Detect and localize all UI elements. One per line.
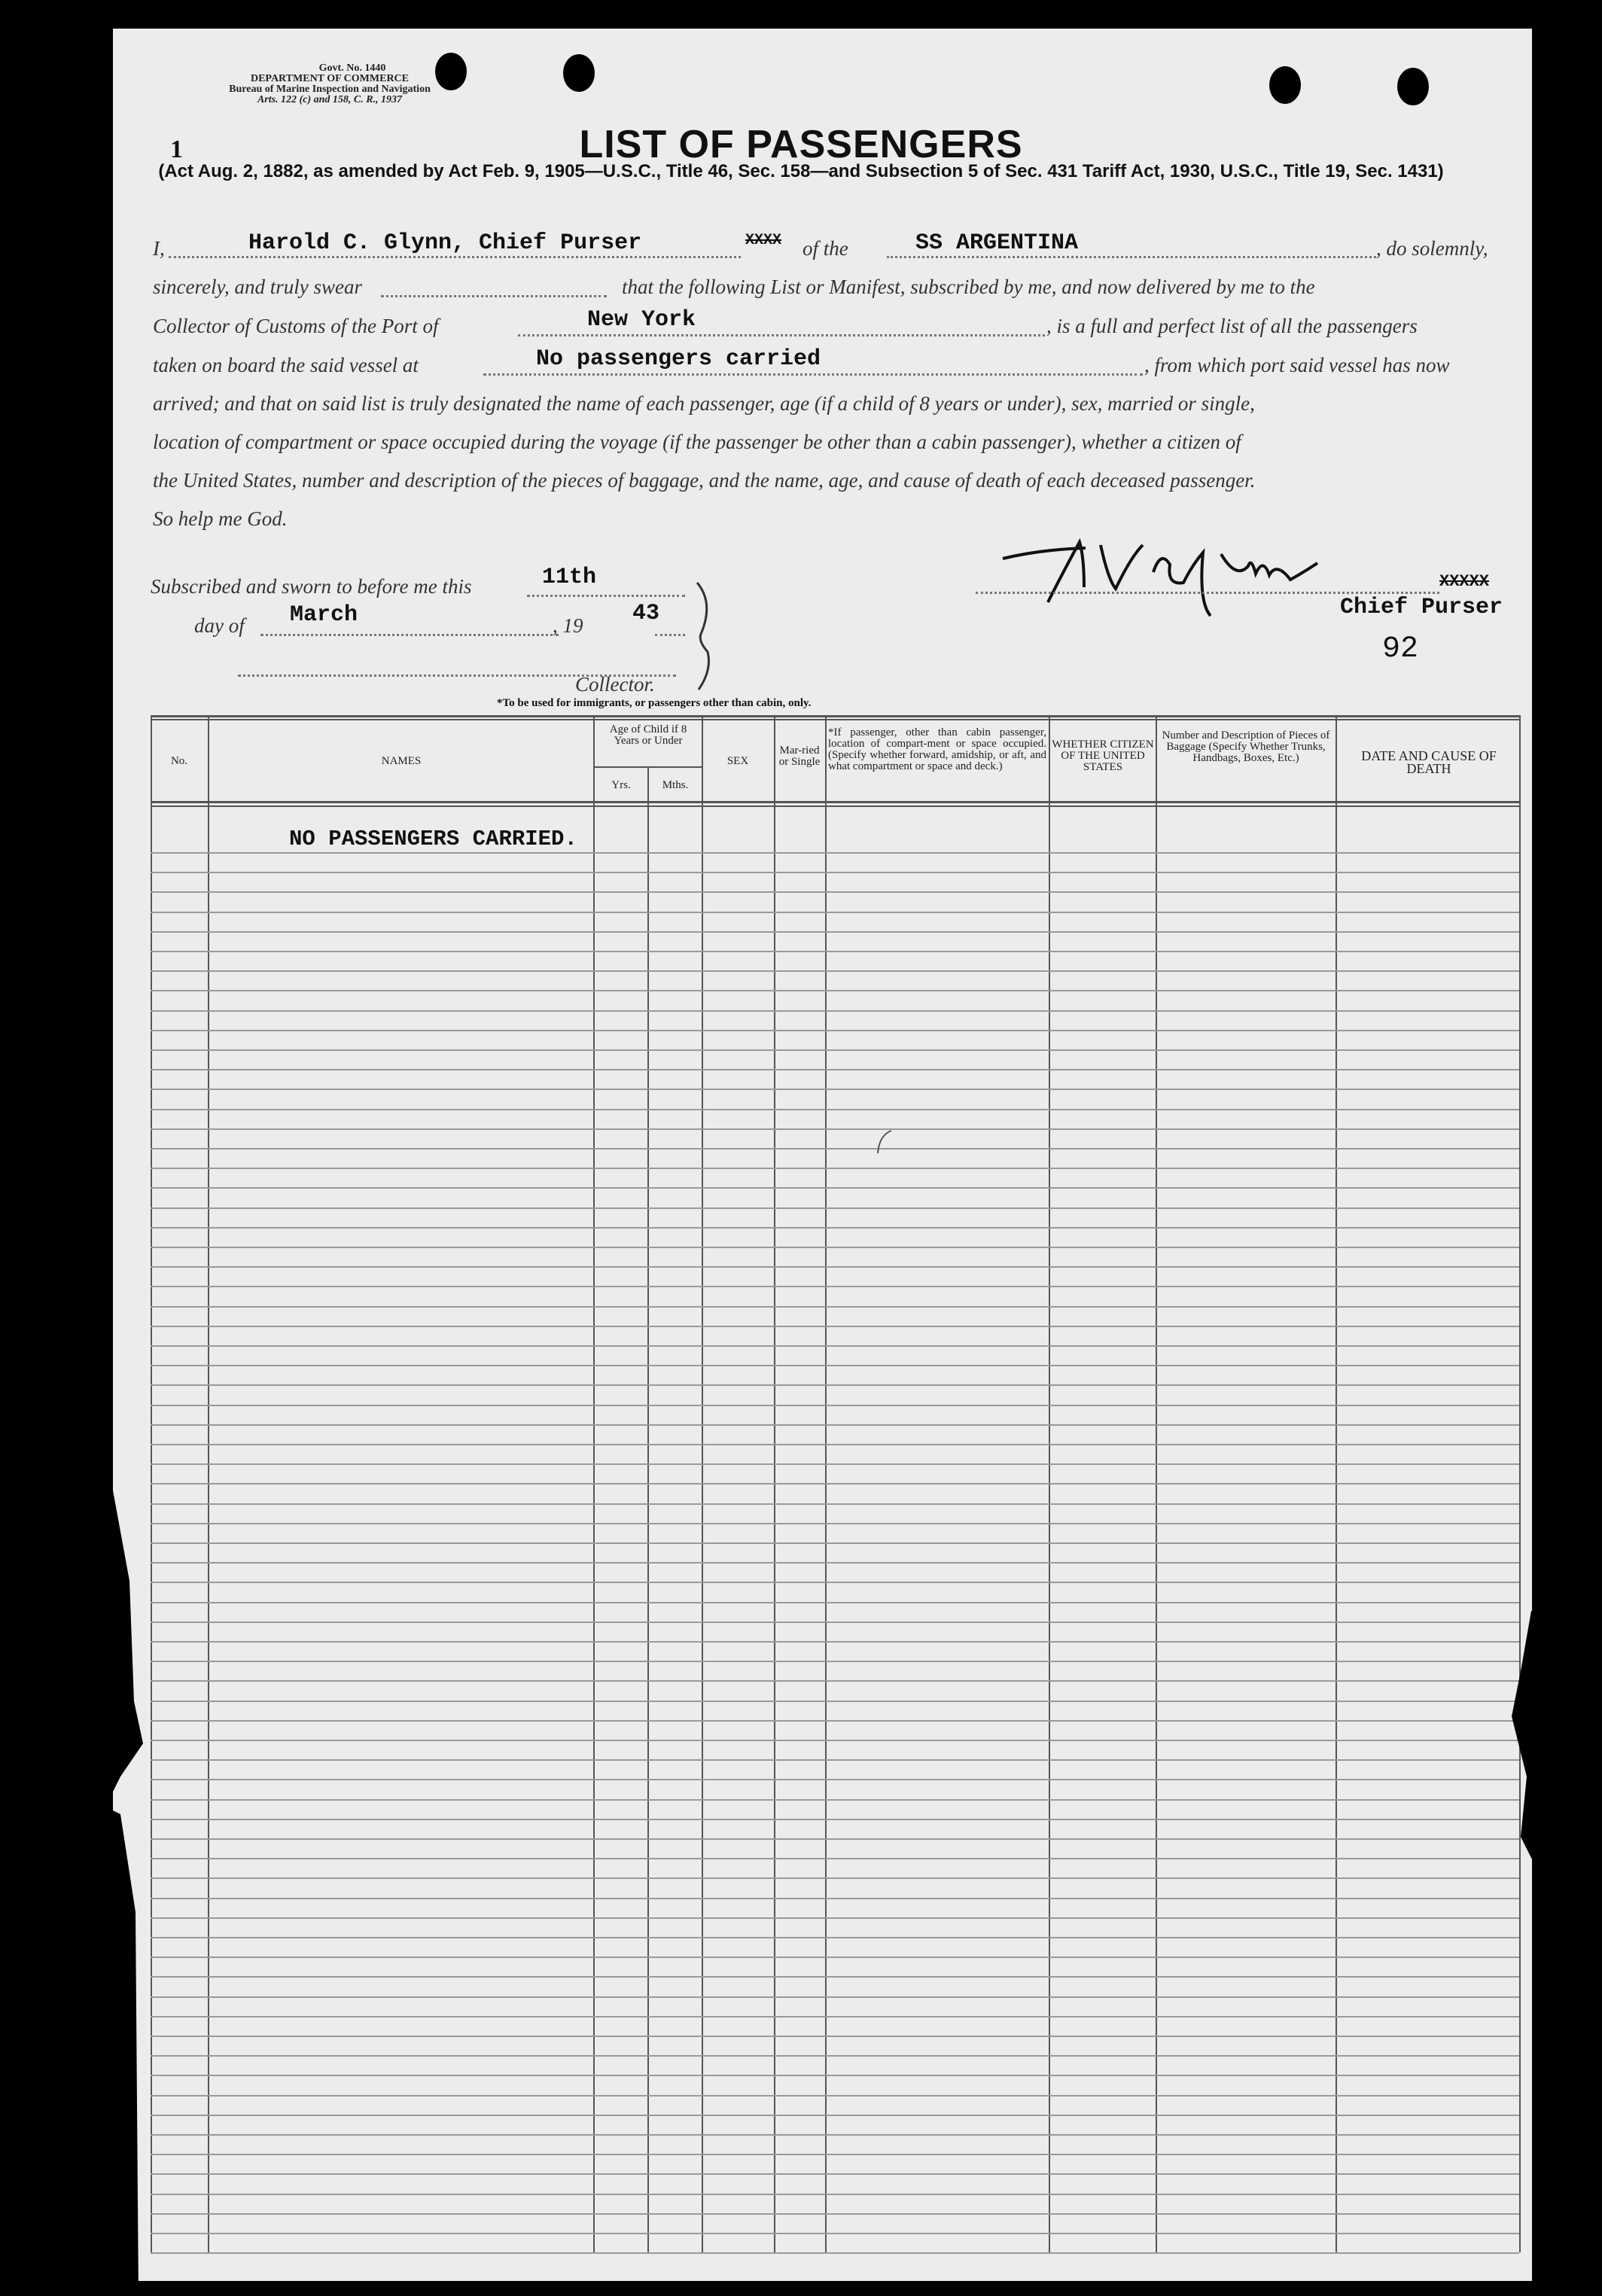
signature [995,527,1334,625]
col-header-death: DATE AND CAUSE OF DEATH [1361,748,1497,776]
col-header-mths: Mths. [662,779,689,791]
ruled-line [151,1838,1519,1840]
ruled-line [151,1227,1519,1229]
ruled-line [151,1819,1519,1820]
ruled-line [151,1247,1519,1248]
col-header-no: No. [170,755,188,767]
ruled-line [151,2252,1519,2254]
signer-title: Chief Purser [1340,595,1503,620]
ruled-line [151,1463,1519,1465]
ruled-line [151,1266,1519,1268]
dotted-line [527,595,685,597]
pen-mark [873,1126,896,1156]
ruled-line [151,2134,1519,2136]
ruled-line [151,1483,1519,1484]
ruled-line [151,1602,1519,1603]
col-header-age: Age of Child if 8 Years or Under [609,723,687,747]
department-name: DEPARTMENT OF COMMERCE [250,73,410,84]
ruled-line [151,1503,1519,1505]
ruled-line [151,1089,1519,1090]
ruled-line [151,1641,1519,1643]
ruled-line [151,1779,1519,1780]
ruled-line [151,1010,1519,1012]
port-name[interactable]: New York [587,307,696,333]
ruled-line [151,2016,1519,2017]
vessel-name[interactable]: SS ARGENTINA [915,230,1079,256]
col-header-sex: SEX [726,755,749,767]
form-header [172,63,488,105]
departure-port[interactable]: No passengers carried [536,346,821,372]
ruled-line [151,1405,1519,1406]
table-top-border [151,715,1519,717]
dotted-line [381,295,607,297]
sworn-label: Subscribed and sworn to before me this [151,575,472,598]
ruled-line [151,1858,1519,1859]
ruled-line [151,1187,1519,1189]
col-header-baggage: Number and Description of Pieces of Baggage (Specify Whether Trunks, Handbags, Boxes, Etc.) [1162,729,1330,764]
dotted-line [483,373,1143,376]
ruled-line [151,970,1519,972]
dotted-line [169,256,741,258]
oath-line-2-end: that the following List or Manifest, subscribed by me, and now delivered by me to the [622,276,1315,298]
ruled-line [151,1976,1519,1978]
ruled-line [151,951,1519,952]
ruled-line [151,891,1519,893]
ruled-line [151,1444,1519,1445]
ruled-line [151,2213,1519,2215]
sworn-day[interactable]: 11th [542,565,597,590]
arts-reference: Arts. 122 (c) and 158, C. R., 1937 [257,94,403,105]
dotted-line [518,334,1045,336]
ruled-line [151,1148,1519,1150]
page-number: 92 [1382,632,1419,666]
ruled-line [151,1109,1519,1110]
table-header-bottom-2 [151,805,1519,807]
sworn-year[interactable]: 43 [632,601,660,626]
ruled-line [151,1306,1519,1308]
dotted-line [887,256,1376,258]
ruled-line [151,931,1519,933]
ruled-line [151,2075,1519,2076]
ruled-line [151,1207,1519,1209]
oath-name[interactable]: Harold C. Glynn, Chief Purser [248,230,642,256]
ruled-line [151,1917,1519,1919]
dotted-line [260,634,559,636]
ruled-line [151,1877,1519,1879]
col-header-married: Mar-ried or Single [778,745,821,768]
collector-label: Collector. [575,673,655,696]
ruled-line [151,872,1519,873]
ruled-line [151,1799,1519,1801]
ruled-line [151,1542,1519,1544]
oath-line-1-end: , do solemnly, [1376,237,1488,260]
col-header-names: NAMES [381,755,422,767]
bureau-name: Bureau of Marine Inspection and Navigation [229,84,431,95]
ruled-line [151,912,1519,913]
ruled-line [151,1030,1519,1031]
ruled-line [151,1286,1519,1287]
table-header-bottom [151,801,1519,803]
ruled-line [151,1759,1519,1761]
sworn-day-of-label: day of [194,614,245,637]
entry-no-passengers[interactable]: NO PASSENGERS CARRIED. [289,827,577,851]
punch-hole [1397,68,1429,105]
ruled-line [151,2036,1519,2037]
ruled-line [151,1680,1519,1682]
ruled-line [151,1365,1519,1366]
punch-hole [1269,66,1301,104]
dotted-line [655,634,685,636]
ruled-line [151,1069,1519,1070]
oath-line-5: arrived; and that on said list is truly designated the name of each passenger, age (if a child of 8 years or under), sex, married or single, [153,392,1255,415]
ruled-line [151,1168,1519,1169]
signature-line [976,592,1439,594]
table-note: *To be used for immigrants, or passengers other than cabin, only. [497,697,812,709]
ruled-line [151,1622,1519,1623]
col-header-yrs: Yrs. [611,779,631,791]
oath-line-8: So help me God. [153,507,288,530]
brace-mark [691,580,718,693]
ruled-line [151,2055,1519,2057]
oath-line-4-start: taken on board the said vessel at [153,354,419,376]
oath-line-1-middle: of the [803,237,848,260]
torn-edge-right [1498,1611,1543,1882]
ruled-line [151,1128,1519,1130]
ruled-line [151,1523,1519,1524]
ruled-line [151,2154,1519,2155]
punch-hole [563,54,595,92]
ruled-line [151,1720,1519,1722]
oath-line-3-end: , is a full and perfect list of all the passengers [1046,315,1418,337]
oath-line-7: the United States, number and description of the pieces of baggage, and the name, age, and cause of death of each deceased passenger. [153,469,1256,492]
ruled-line [151,1898,1519,1899]
ruled-line [151,1996,1519,1998]
oath-line-4-end: , from which port said vessel has now [1144,354,1450,376]
oath-line-6: location of compartment or space occupied during the voyage (if the passenger be other than a cabin passenger), whether a citizen of [153,431,1241,453]
ruled-line [151,1345,1519,1347]
oath-line-3-start: Collector of Customs of the Port of [153,315,439,337]
govt-number: Govt. No. 1440 [318,62,386,74]
sworn-month[interactable]: March [290,602,358,628]
ruled-line [151,1049,1519,1051]
ruled-line [151,1740,1519,1741]
ruled-line [151,1701,1519,1702]
ruled-line [151,2115,1519,2116]
year-prefix: , 19 [553,614,583,637]
ruled-line [151,1956,1519,1958]
ruled-line [151,2233,1519,2234]
ruled-line [151,990,1519,991]
master-struck: XXXX [745,232,782,249]
oath-line-2-start: sincerely, and truly swear [153,276,362,298]
ruled-line [151,2194,1519,2195]
torn-edge [90,1491,181,2296]
ruled-line [151,1582,1519,1583]
ruled-line [151,2173,1519,2175]
ruled-line [151,852,1519,854]
page-title: LIST OF PASSENGERS [579,123,1023,166]
age-subheader-line [594,766,702,768]
ruled-line [151,1424,1519,1426]
ruled-line [151,1937,1519,1938]
ruled-line [151,1661,1519,1662]
table-top-border-2 [151,719,1519,720]
page-subtitle: (Act Aug. 2, 1882, as amended by Act Feb. 9, 1905—U.S.C., Title 46, Sec. 158—and Subsection 5 of Sec. 431 Tariff Act, 1930, U.S.C., Title 19, Sec. 1431) [158,161,1444,181]
col-header-citizen: WHETHER CITIZEN OF THE UNITED STATES [1052,738,1154,773]
col-header-location: *If passenger, other than cabin passenger, location of compart-ment or space occupied. (Specify whether forward, amidship, or aft, and what compartment or space and deck.) [828,726,1046,772]
ruled-line [151,2095,1519,2097]
oath-line-1-start: I, [153,237,165,260]
column-rule [1519,715,1521,2252]
margin-mark: 1 [170,136,183,163]
ruled-line [151,1384,1519,1386]
signature-master-struck: XXXXX [1439,572,1490,591]
ruled-line [151,1562,1519,1564]
ruled-line [151,1326,1519,1327]
